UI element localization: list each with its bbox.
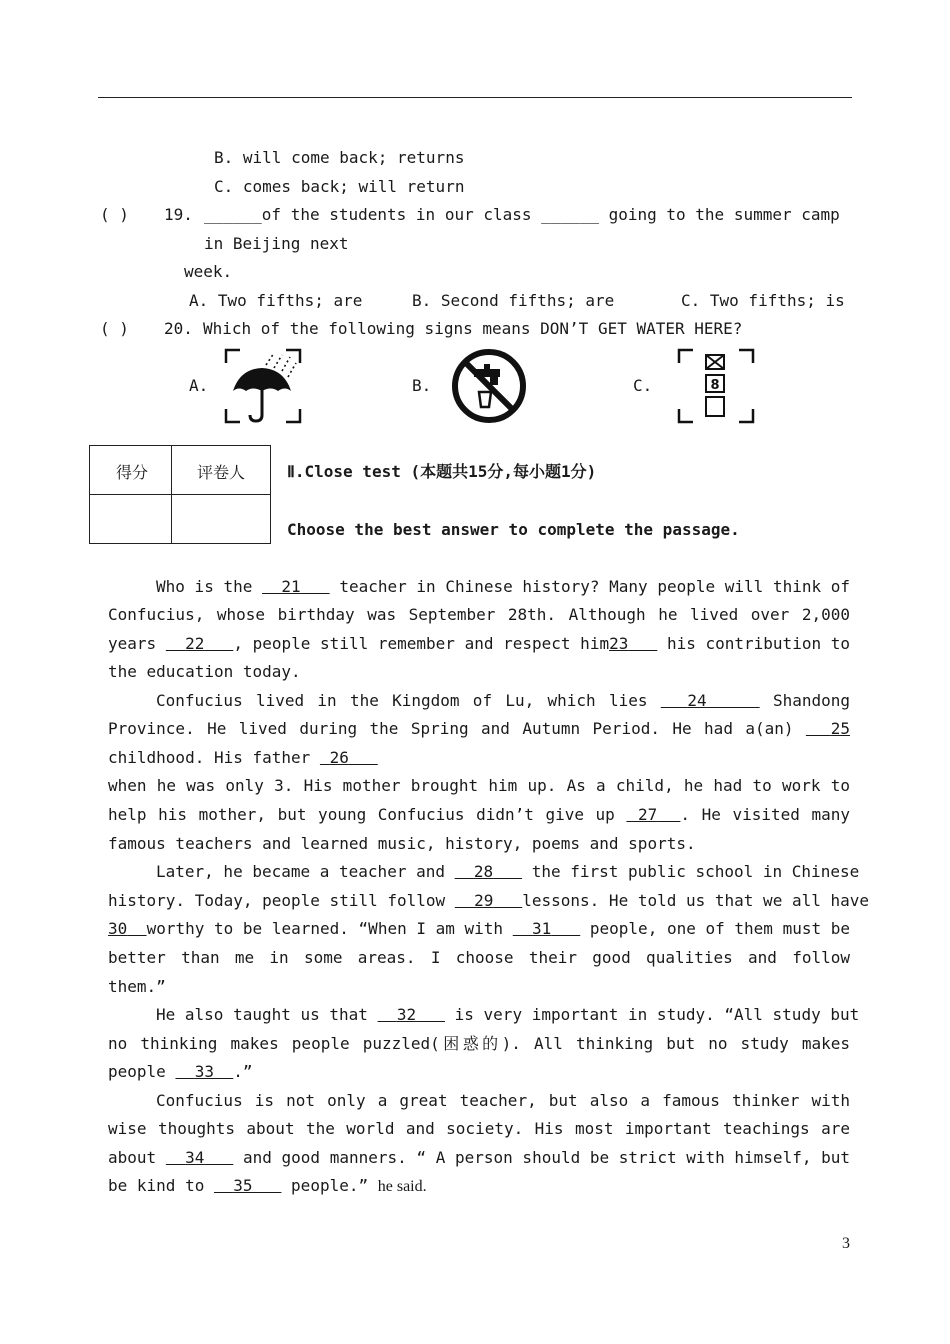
blank-23: 23 xyxy=(609,634,629,653)
passage-line: better than me in some areas. I choose their good qualities and follow xyxy=(108,948,850,967)
blank-33: 33 xyxy=(194,1062,214,1081)
passage-line: He also taught us that 32 is very important in study. “All study but xyxy=(156,1005,860,1024)
blank-22: 22 xyxy=(185,634,205,653)
passage-line: Who is the 21 teacher in Chinese history? Many people will think of xyxy=(156,577,851,596)
score-table xyxy=(89,445,271,544)
umbrella-sign-icon xyxy=(222,347,304,425)
blank-21: 21 xyxy=(281,577,301,596)
blank-35: 35 xyxy=(233,1176,253,1195)
passage-line: when he was only 3. His mother brought him up. As a child, he had to work to xyxy=(108,776,850,795)
blank-30: 30 xyxy=(108,919,128,938)
q19-text-2: going to the summer camp xyxy=(608,205,840,224)
header-rule xyxy=(98,97,852,98)
blank-25: 25 xyxy=(830,719,850,738)
passage-line: famous teachers and learned music, history, poems and sports. xyxy=(108,834,696,853)
passage-line: Province. He lived during the Spring and Autumn Period. He had a(an) 25 xyxy=(108,719,850,738)
score-header: 得分 xyxy=(116,463,149,482)
q19-stem xyxy=(204,205,840,225)
passage-line: Confucius is not only a great teacher, but also a famous thinker with xyxy=(156,1091,850,1110)
passage-line: them.” xyxy=(108,977,166,996)
score-cell[interactable] xyxy=(90,495,171,543)
passage-line: childhood. His father 26 xyxy=(108,748,850,768)
q19-number: 19. xyxy=(164,205,193,224)
q20-label-c: C. xyxy=(633,376,653,395)
q19-answer-paren: ( ) xyxy=(100,205,129,224)
blank-31: 31 xyxy=(532,919,552,938)
stacking-limit-sign-icon xyxy=(676,347,756,425)
grader-cell[interactable] xyxy=(172,495,270,543)
q20-number: 20. xyxy=(164,319,193,338)
blank-32: 32 xyxy=(396,1005,417,1024)
q19-option-b: B. Second fifths; are xyxy=(412,291,615,310)
passage-line: no thinking makes people puzzled(困惑的). All thinking but no study makes xyxy=(108,1034,850,1053)
q19-text-1: of the students in our class xyxy=(261,205,532,224)
passage-line: Confucius lived in the Kingdom of Lu, which lies 24 Shandong xyxy=(156,691,851,710)
section-title: Ⅱ.Close test (本题共15分,每小题1分) xyxy=(287,462,597,481)
blank-34: 34 xyxy=(185,1148,205,1167)
passage-line: the education today. xyxy=(108,662,301,681)
page-number: 3 xyxy=(842,1235,850,1252)
q19-blank-1: ______ xyxy=(204,205,262,224)
passage-line: years 22 , people still remember and respect him23 his contribution to xyxy=(108,634,851,653)
blank-26: 26 xyxy=(329,748,349,767)
q18-option-b: B. will come back; returns xyxy=(214,148,465,167)
passage-line: help his mother, but young Confucius didn’t give up 27 . He visited many xyxy=(108,805,850,824)
blank-29: 29 xyxy=(474,891,494,910)
passage-line: history. Today, people still follow 29 lessons. He told us that we all have xyxy=(108,891,870,910)
stacking-limit-digit: 8 xyxy=(710,378,720,393)
q19-continuation-2: week. xyxy=(184,262,233,281)
q20-answer-paren: ( ) xyxy=(100,319,129,338)
passage-line: be kind to 35 people.” he said. xyxy=(108,1176,427,1195)
blank-24: 24 xyxy=(687,691,707,710)
q19-option-c: C. Two fifths; is xyxy=(681,291,845,310)
passage-line: Confucius, whose birthday was September 28th. Although he lived over 2,000 xyxy=(108,605,850,624)
q19-continuation: in Beijing next xyxy=(204,234,349,253)
q19-blank-2: ______ xyxy=(541,205,599,224)
section-instruction: Choose the best answer to complete the passage. xyxy=(287,520,740,539)
passage-line: about 34 and good manners. “ A person should be strict with himself, but xyxy=(108,1148,851,1167)
passage-line: Later, he became a teacher and 28 the first public school in Chinese xyxy=(156,862,860,881)
q20-label-a: A. xyxy=(189,376,209,395)
q20-label-b: B. xyxy=(412,376,432,395)
passage-line: wise thoughts about the world and society. His most important teachings are xyxy=(108,1119,850,1138)
passage-line: people 33 .” xyxy=(108,1062,253,1081)
q18-option-c: C. comes back; will return xyxy=(214,177,465,196)
blank-27: 27 xyxy=(637,805,658,824)
passage-line: 30 worthy to be learned. “When I am with 31 people, one of them must be xyxy=(108,919,851,938)
grader-header: 评卷人 xyxy=(197,463,246,482)
no-drinking-water-sign-icon xyxy=(450,347,528,425)
q20-question: Which of the following signs means DON’T GET WATER HERE? xyxy=(203,319,743,338)
blank-28: 28 xyxy=(473,862,494,881)
q19-option-a: A. Two fifths; are xyxy=(189,291,363,310)
